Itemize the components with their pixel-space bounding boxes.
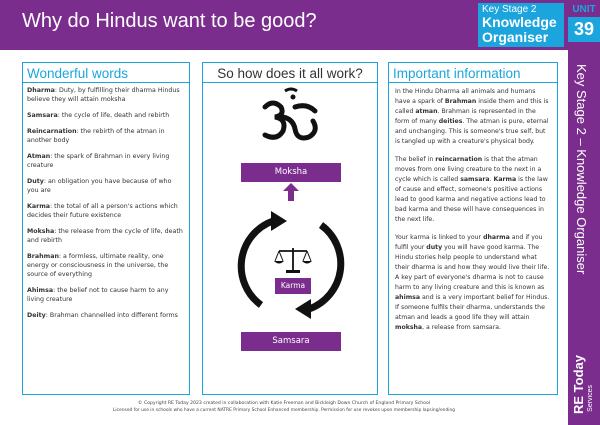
organiser-label: Organiser [482,29,549,45]
word-item [27,252,185,279]
word-term: Ahimsa [27,287,54,294]
samsara-box: Samsara [241,332,341,351]
wonderful-words-title: Wonderful words [23,63,189,83]
word-item [27,202,185,220]
word-definition: : an obligation you have because of who you are [27,178,172,194]
word-term: Duty [27,178,44,185]
brand-subtitle: Services [587,385,594,412]
page-title: Why do Hindus want to be good? [22,10,317,32]
word-item [27,152,185,170]
karma-box: Karma [275,278,311,294]
word-term: Brahman [27,253,59,260]
info-paragraph-3: Your karma is linked to your dharma and if you fulfil your duty you will have good karma. The Hindu stories help people to understand what their dharma is and how they would live their life. A key part of everyone's dharma is not to cause harm to any living creature and this is known as ahimsa and is a very important belief for Hindus. If someone fulfils their dharma, understands the atman and leads a good life they will attain moksha, a release from samsara. [395,234,550,331]
word-list [23,83,189,330]
how-it-works-title: So how does it all work? [203,63,377,83]
word-definition: : the total of all a person's actions which decides their future existence [27,203,178,219]
word-item [27,127,185,145]
knowledge-label: Knowledge [482,14,557,30]
word-definition: : the release from the cycle of life, death and rebirth [27,228,183,244]
sidebar-text: Key Stage 2 – Knowledge Organiser [574,64,589,275]
info-paragraph-2: The belief in reincarnation is that the atman moves from one living creature to the next in a cycle which is called samsara. Karma is the law of cause and effect, someone's positive actions lead to good karma and negative actions lead to bad karma and these will have consequences in the next life. [395,156,548,223]
how-it-works-panel [202,62,378,395]
word-term: Deity [27,312,46,319]
important-information-panel [388,62,558,395]
word-term: Dharma [27,87,55,94]
word-term: Karma [27,203,51,210]
unit-number: 39 [568,17,600,42]
word-item [27,286,185,304]
information-text [389,83,557,345]
brand-logo: RE Today [571,355,586,414]
up-arrow-icon [283,183,299,201]
word-definition: : the belief not to cause harm to any living creature [27,287,169,303]
copyright-footer: © Copyright RE Today 2023 created in collaboration with Katie Freeman and Bickleigh Down Church of England Primary School [137,401,431,406]
license-footer: Licensed for use in schools who have a current NATRE Primary School Enhanced membership. Permission for use revokes upon membership lapsing/ending [112,408,456,413]
wonderful-words-panel [22,62,190,395]
unit-label: UNIT [572,4,596,15]
word-term: Atman [27,153,51,160]
word-definition: : the rebirth of the atman in another body [27,128,165,144]
word-item [27,86,185,104]
word-item [27,227,185,245]
word-definition: : Duty, by fulfilling their dharma Hindus believe they will attain moksha [27,87,180,103]
moksha-box: Moksha [241,163,341,182]
word-term: Samsara [27,112,58,119]
word-term: Reincarnation [27,128,77,135]
key-stage-badge [478,3,564,47]
key-stage-label: Key Stage 2 [482,4,537,15]
word-item [27,177,185,195]
word-definition: : the spark of Brahman in every living creature [27,153,170,169]
important-information-title: Important information [389,63,557,83]
word-definition: : Brahman channelled into different forms [45,312,178,319]
word-item [27,111,185,120]
om-symbol-icon [255,85,327,147]
word-definition: : the cycle of life, death and rebirth [57,112,170,119]
scales-icon [273,245,313,275]
word-term: Moksha [27,228,55,235]
word-definition: : a formless, ultimate reality, one energy or consciousness in the universe, the source of everything [27,253,169,278]
info-paragraph-1: In the Hindu Dharma all animals and humans have a spark of Brahman inside them and this is called atman. Brahman is represented in the form of many deities. The atman is pure, eternal and unchanging. This is someone's true self, but is tangled up with a creature's physical body. [395,88,549,145]
word-item [27,311,185,320]
